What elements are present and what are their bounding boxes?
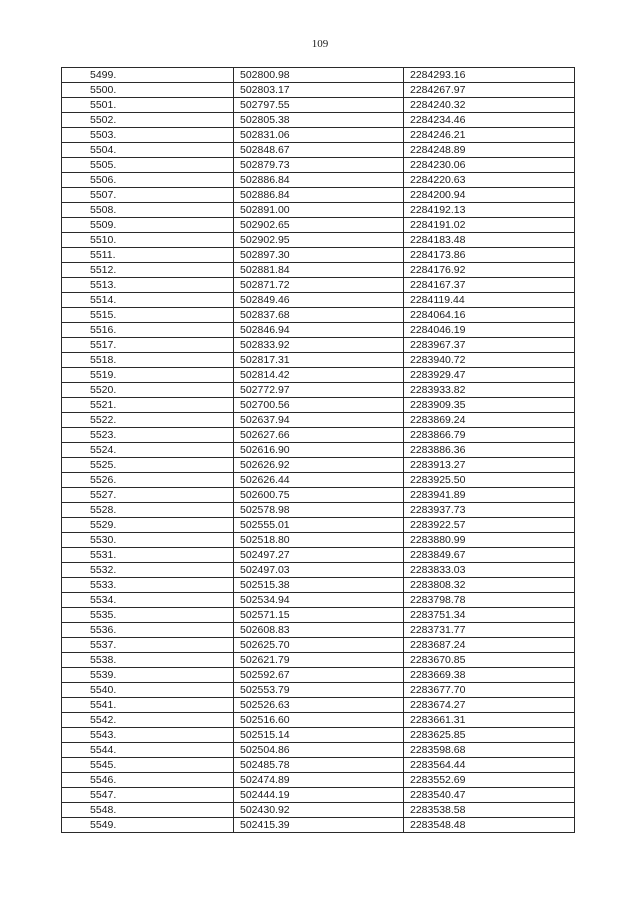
point-number-cell: 5529.	[62, 518, 234, 533]
table-row	[62, 788, 575, 803]
point-number-cell: 5548.	[62, 803, 234, 818]
table-row	[62, 533, 575, 548]
y-coordinate-cell: 2284234.46	[404, 113, 575, 128]
table-row	[62, 368, 575, 383]
x-coordinate-cell: 502871.72	[234, 278, 404, 293]
y-coordinate-cell: 2283929.47	[404, 368, 575, 383]
point-number-cell: 5549.	[62, 818, 234, 833]
x-coordinate-cell: 502814.42	[234, 368, 404, 383]
page-number: 109	[311, 38, 329, 50]
y-coordinate-cell: 2283880.99	[404, 533, 575, 548]
point-number-cell: 5513.	[62, 278, 234, 293]
x-coordinate-cell: 502700.56	[234, 398, 404, 413]
table-row	[62, 608, 575, 623]
table-row	[62, 713, 575, 728]
y-coordinate-cell: 2284119.44	[404, 293, 575, 308]
y-coordinate-cell: 2283833.03	[404, 563, 575, 578]
y-coordinate-cell: 2283661.31	[404, 713, 575, 728]
table-row	[62, 143, 575, 158]
y-coordinate-cell: 2283670.85	[404, 653, 575, 668]
x-coordinate-cell: 502621.79	[234, 653, 404, 668]
y-coordinate-cell: 2283751.34	[404, 608, 575, 623]
x-coordinate-cell: 502897.30	[234, 248, 404, 263]
point-number-cell: 5538.	[62, 653, 234, 668]
y-coordinate-cell: 2283869.24	[404, 413, 575, 428]
table-row	[62, 653, 575, 668]
point-number-cell: 5545.	[62, 758, 234, 773]
point-number-cell: 5522.	[62, 413, 234, 428]
x-coordinate-cell: 502444.19	[234, 788, 404, 803]
table-row	[62, 113, 575, 128]
x-coordinate-cell: 502881.84	[234, 263, 404, 278]
point-number-cell: 5508.	[62, 203, 234, 218]
y-coordinate-cell: 2283886.36	[404, 443, 575, 458]
x-coordinate-cell: 502592.67	[234, 668, 404, 683]
table-row	[62, 803, 575, 818]
x-coordinate-cell: 502553.79	[234, 683, 404, 698]
point-number-cell: 5537.	[62, 638, 234, 653]
table-row	[62, 383, 575, 398]
y-coordinate-cell: 2283540.47	[404, 788, 575, 803]
table-row	[62, 248, 575, 263]
table-row	[62, 83, 575, 98]
point-number-cell: 5523.	[62, 428, 234, 443]
point-number-cell: 5502.	[62, 113, 234, 128]
point-number-cell: 5499.	[62, 68, 234, 83]
table-row	[62, 743, 575, 758]
point-number-cell: 5520.	[62, 383, 234, 398]
table-row	[62, 173, 575, 188]
point-number-cell: 5514.	[62, 293, 234, 308]
point-number-cell: 5507.	[62, 188, 234, 203]
x-coordinate-cell: 502415.39	[234, 818, 404, 833]
table-row	[62, 353, 575, 368]
x-coordinate-cell: 502504.86	[234, 743, 404, 758]
y-coordinate-cell: 2283687.24	[404, 638, 575, 653]
point-number-cell: 5525.	[62, 458, 234, 473]
table-row	[62, 818, 575, 833]
y-coordinate-cell: 2284293.16	[404, 68, 575, 83]
y-coordinate-cell: 2283967.37	[404, 338, 575, 353]
y-coordinate-cell: 2284267.97	[404, 83, 575, 98]
table-row	[62, 428, 575, 443]
x-coordinate-cell: 502902.95	[234, 233, 404, 248]
x-coordinate-cell: 502571.15	[234, 608, 404, 623]
table-row	[62, 443, 575, 458]
point-number-cell: 5543.	[62, 728, 234, 743]
x-coordinate-cell: 502846.94	[234, 323, 404, 338]
point-number-cell: 5541.	[62, 698, 234, 713]
point-number-cell: 5511.	[62, 248, 234, 263]
y-coordinate-cell: 2284230.06	[404, 158, 575, 173]
point-number-cell: 5519.	[62, 368, 234, 383]
y-coordinate-cell: 2284183.48	[404, 233, 575, 248]
point-number-cell: 5535.	[62, 608, 234, 623]
x-coordinate-cell: 502474.89	[234, 773, 404, 788]
x-coordinate-cell: 502886.84	[234, 188, 404, 203]
x-coordinate-cell: 502497.27	[234, 548, 404, 563]
table-row	[62, 323, 575, 338]
table-row	[62, 698, 575, 713]
x-coordinate-cell: 502497.03	[234, 563, 404, 578]
table-row	[62, 458, 575, 473]
table-row	[62, 413, 575, 428]
y-coordinate-cell: 2284220.63	[404, 173, 575, 188]
y-coordinate-cell: 2283731.77	[404, 623, 575, 638]
point-number-cell: 5530.	[62, 533, 234, 548]
x-coordinate-cell: 502526.63	[234, 698, 404, 713]
table-row	[62, 203, 575, 218]
point-number-cell: 5544.	[62, 743, 234, 758]
point-number-cell: 5509.	[62, 218, 234, 233]
y-coordinate-cell: 2283925.50	[404, 473, 575, 488]
x-coordinate-cell: 502800.98	[234, 68, 404, 83]
x-coordinate-cell: 502627.66	[234, 428, 404, 443]
point-number-cell: 5531.	[62, 548, 234, 563]
table-row	[62, 548, 575, 563]
point-number-cell: 5517.	[62, 338, 234, 353]
coordinates-table-body	[62, 68, 575, 833]
y-coordinate-cell: 2284167.37	[404, 278, 575, 293]
x-coordinate-cell: 502805.38	[234, 113, 404, 128]
table-row	[62, 488, 575, 503]
y-coordinate-cell: 2283866.79	[404, 428, 575, 443]
table-row	[62, 158, 575, 173]
y-coordinate-cell: 2283941.89	[404, 488, 575, 503]
table-row	[62, 683, 575, 698]
table-row	[62, 473, 575, 488]
table-row	[62, 563, 575, 578]
y-coordinate-cell: 2284191.02	[404, 218, 575, 233]
x-coordinate-cell: 502625.70	[234, 638, 404, 653]
y-coordinate-cell: 2284192.13	[404, 203, 575, 218]
x-coordinate-cell: 502849.46	[234, 293, 404, 308]
x-coordinate-cell: 502515.14	[234, 728, 404, 743]
x-coordinate-cell: 502879.73	[234, 158, 404, 173]
x-coordinate-cell: 502833.92	[234, 338, 404, 353]
y-coordinate-cell: 2283674.27	[404, 698, 575, 713]
point-number-cell: 5515.	[62, 308, 234, 323]
x-coordinate-cell: 502600.75	[234, 488, 404, 503]
table-row	[62, 398, 575, 413]
point-number-cell: 5518.	[62, 353, 234, 368]
x-coordinate-cell: 502485.78	[234, 758, 404, 773]
table-row	[62, 518, 575, 533]
y-coordinate-cell: 2283940.72	[404, 353, 575, 368]
point-number-cell: 5500.	[62, 83, 234, 98]
y-coordinate-cell: 2284176.92	[404, 263, 575, 278]
y-coordinate-cell: 2283922.57	[404, 518, 575, 533]
table-row	[62, 623, 575, 638]
y-coordinate-cell: 2283798.78	[404, 593, 575, 608]
y-coordinate-cell: 2283849.67	[404, 548, 575, 563]
point-number-cell: 5533.	[62, 578, 234, 593]
x-coordinate-cell: 502626.92	[234, 458, 404, 473]
y-coordinate-cell: 2283933.82	[404, 383, 575, 398]
y-coordinate-cell: 2284246.21	[404, 128, 575, 143]
table-row	[62, 68, 575, 83]
table-row	[62, 728, 575, 743]
y-coordinate-cell: 2283808.32	[404, 578, 575, 593]
y-coordinate-cell: 2284200.94	[404, 188, 575, 203]
y-coordinate-cell: 2283548.48	[404, 818, 575, 833]
y-coordinate-cell: 2283669.38	[404, 668, 575, 683]
table-row	[62, 338, 575, 353]
y-coordinate-cell: 2283564.44	[404, 758, 575, 773]
x-coordinate-cell: 502837.68	[234, 308, 404, 323]
x-coordinate-cell: 502616.90	[234, 443, 404, 458]
y-coordinate-cell: 2283937.73	[404, 503, 575, 518]
table-row	[62, 503, 575, 518]
table-row	[62, 773, 575, 788]
x-coordinate-cell: 502817.31	[234, 353, 404, 368]
table-row	[62, 263, 575, 278]
y-coordinate-cell: 2283909.35	[404, 398, 575, 413]
x-coordinate-cell: 502516.60	[234, 713, 404, 728]
point-number-cell: 5503.	[62, 128, 234, 143]
point-number-cell: 5546.	[62, 773, 234, 788]
table-row	[62, 578, 575, 593]
table-row	[62, 98, 575, 113]
table-row	[62, 638, 575, 653]
x-coordinate-cell: 502430.92	[234, 803, 404, 818]
x-coordinate-cell: 502626.44	[234, 473, 404, 488]
point-number-cell: 5516.	[62, 323, 234, 338]
point-number-cell: 5510.	[62, 233, 234, 248]
table-row	[62, 278, 575, 293]
point-number-cell: 5536.	[62, 623, 234, 638]
x-coordinate-cell: 502797.55	[234, 98, 404, 113]
y-coordinate-cell: 2284064.16	[404, 308, 575, 323]
y-coordinate-cell: 2283598.68	[404, 743, 575, 758]
table-row	[62, 128, 575, 143]
x-coordinate-cell: 502534.94	[234, 593, 404, 608]
x-coordinate-cell: 502578.98	[234, 503, 404, 518]
point-number-cell: 5540.	[62, 683, 234, 698]
x-coordinate-cell: 502772.97	[234, 383, 404, 398]
point-number-cell: 5532.	[62, 563, 234, 578]
table-row	[62, 233, 575, 248]
y-coordinate-cell: 2284173.86	[404, 248, 575, 263]
y-coordinate-cell: 2283913.27	[404, 458, 575, 473]
table-row	[62, 593, 575, 608]
y-coordinate-cell: 2284248.89	[404, 143, 575, 158]
point-number-cell: 5542.	[62, 713, 234, 728]
point-number-cell: 5526.	[62, 473, 234, 488]
y-coordinate-cell: 2283625.85	[404, 728, 575, 743]
point-number-cell: 5501.	[62, 98, 234, 113]
y-coordinate-cell: 2283552.69	[404, 773, 575, 788]
table-row	[62, 188, 575, 203]
x-coordinate-cell: 502902.65	[234, 218, 404, 233]
x-coordinate-cell: 502608.83	[234, 623, 404, 638]
point-number-cell: 5524.	[62, 443, 234, 458]
y-coordinate-cell: 2283538.58	[404, 803, 575, 818]
x-coordinate-cell: 502803.17	[234, 83, 404, 98]
x-coordinate-cell: 502886.84	[234, 173, 404, 188]
coordinates-table	[61, 67, 575, 833]
point-number-cell: 5539.	[62, 668, 234, 683]
point-number-cell: 5528.	[62, 503, 234, 518]
y-coordinate-cell: 2284046.19	[404, 323, 575, 338]
y-coordinate-cell: 2283677.70	[404, 683, 575, 698]
point-number-cell: 5534.	[62, 593, 234, 608]
point-number-cell: 5547.	[62, 788, 234, 803]
x-coordinate-cell: 502848.67	[234, 143, 404, 158]
table-row	[62, 668, 575, 683]
table-row	[62, 218, 575, 233]
x-coordinate-cell: 502555.01	[234, 518, 404, 533]
table-row	[62, 308, 575, 323]
point-number-cell: 5505.	[62, 158, 234, 173]
table-row	[62, 293, 575, 308]
x-coordinate-cell: 502891.00	[234, 203, 404, 218]
y-coordinate-cell: 2284240.32	[404, 98, 575, 113]
x-coordinate-cell: 502637.94	[234, 413, 404, 428]
x-coordinate-cell: 502518.80	[234, 533, 404, 548]
point-number-cell: 5512.	[62, 263, 234, 278]
point-number-cell: 5527.	[62, 488, 234, 503]
point-number-cell: 5521.	[62, 398, 234, 413]
x-coordinate-cell: 502515.38	[234, 578, 404, 593]
point-number-cell: 5504.	[62, 143, 234, 158]
point-number-cell: 5506.	[62, 173, 234, 188]
table-row	[62, 758, 575, 773]
x-coordinate-cell: 502831.06	[234, 128, 404, 143]
